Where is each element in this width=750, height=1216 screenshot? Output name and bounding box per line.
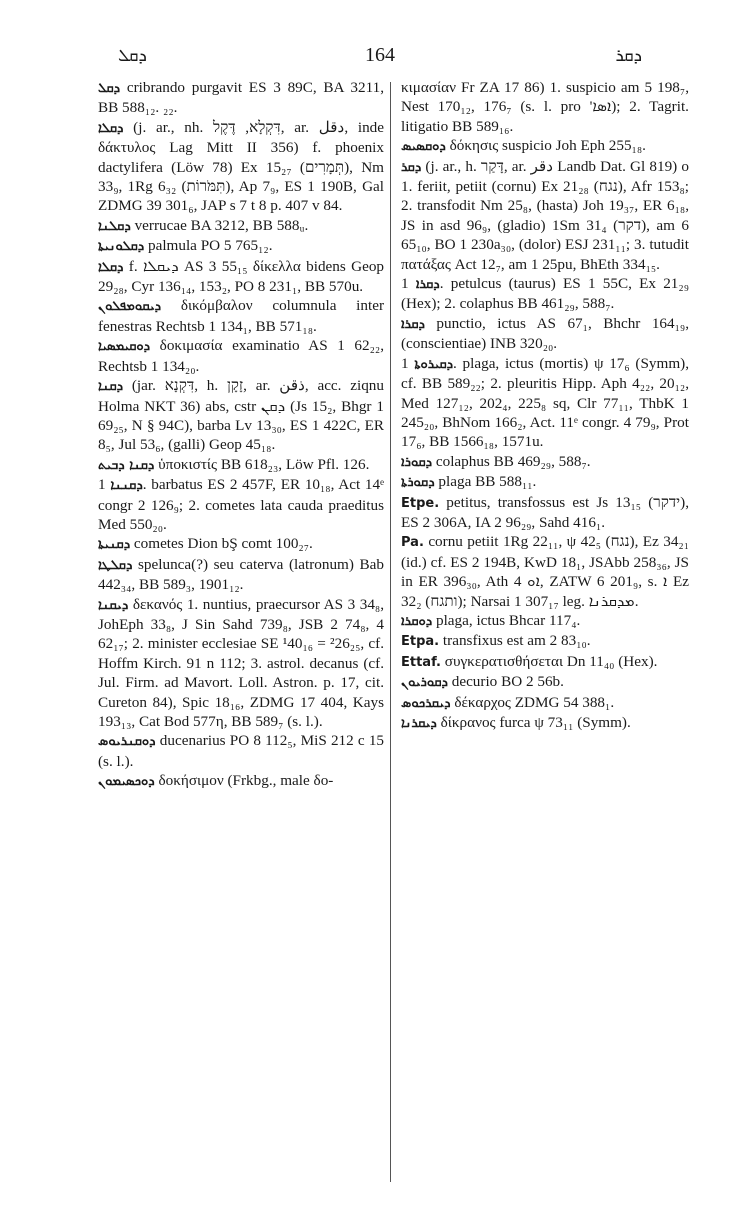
entry-lemma: Etpa. bbox=[401, 634, 440, 650]
header-right-headword: ܕܩܪ bbox=[615, 46, 642, 66]
dictionary-entry bbox=[98, 595, 384, 732]
dictionary-entry bbox=[401, 652, 689, 672]
entry-text: ducenarius PO 8 112₅, MiS 212 c 15 (s. l.). bbox=[98, 732, 385, 770]
dictionary-entry bbox=[401, 532, 689, 611]
dictionary-entry bbox=[98, 336, 384, 376]
dictionary-entry bbox=[98, 78, 384, 118]
entry-lemma: ܕܩܘܪܬܐ bbox=[401, 475, 435, 491]
entry-text: cribrando purgavit ES 3 89C, BA 3211, BB 588₁₂. ₂₂. bbox=[98, 79, 384, 117]
right-column bbox=[401, 78, 689, 733]
entry-lemma: ܕܩܘܪܝܘܢ bbox=[401, 675, 448, 691]
entry-text: plaga, ictus Bhcar 117₄. bbox=[435, 611, 581, 629]
entry-lemma: ܕܩܠܘܢܝܬܐ bbox=[98, 239, 145, 255]
dictionary-entry bbox=[401, 354, 689, 452]
entry-text: δέκαρχος ZDMG 54 388₁. bbox=[454, 693, 615, 711]
dictionary-entry bbox=[98, 376, 384, 455]
entry-lemma: ܕܩܠܐ bbox=[98, 259, 124, 275]
entry-text: decurio BO 2 56b. bbox=[451, 673, 564, 691]
entry-lemma: ܕܩܢܢܐ bbox=[110, 478, 143, 494]
entry-text: δίκρανος furca ψ 73₁₁ (Symm). bbox=[440, 714, 631, 731]
dictionary-entry bbox=[401, 78, 689, 136]
entry-text: 1. plaga, ictus (mortis) ψ 17₆ (Symm), cf. BB 589₂₂; 2. pleuritis Hipp. Aph 4₂₂, 20₁₂, Med 127₁₂, 202₄, 225₈ sq, Clr 77₁₁, ThbK 1 245₂₀, BhNom 166₂, Act. 11ᵉ congr. 4 79₉, Prot 17₆, BB 1566₁₈, 1571u. bbox=[401, 354, 689, 451]
left-column bbox=[98, 78, 384, 792]
dictionary-entry bbox=[401, 452, 689, 472]
entry-lemma: Etpe. bbox=[401, 495, 440, 511]
entry-lemma: ܕܩܪ bbox=[401, 159, 422, 175]
dictionary-entry bbox=[98, 534, 384, 554]
entry-text: f. ܕܝܩܠܐ AS 3 55₁₅ δίκελλα bidens Geop 29₂₈, Cyr 136₁₄, 153₂, PO 8 231₁, BB 570u. bbox=[98, 257, 385, 296]
entry-lemma: ܕܩܪܐ bbox=[401, 316, 425, 332]
dictionary-entry bbox=[98, 555, 384, 595]
entry-lemma: ܕܩܠܛܐ bbox=[98, 557, 133, 573]
entry-lemma: ܕܩܠܐ bbox=[98, 120, 124, 136]
entry-text: cometes Dion bŞ comt 100₂₇. bbox=[133, 535, 313, 553]
dictionary-entry bbox=[98, 455, 384, 475]
entry-lemma: ܕܘܩܪܐ bbox=[401, 613, 433, 629]
entry-lemma: ܕܩܠ bbox=[98, 81, 121, 96]
entry-text: palmula PO 5 765₁₂. bbox=[148, 237, 273, 255]
entry-text: colaphus BB 469₂₉, 588₇. bbox=[435, 452, 591, 470]
dictionary-entry bbox=[401, 672, 689, 692]
dictionary-entry bbox=[98, 731, 384, 771]
entry-lemma: Ettaf. bbox=[401, 654, 441, 670]
entry-lemma: ܕܩܢܐ bbox=[98, 379, 124, 395]
entry-text: punctio, ictus AS 67₁, Bhchr 164₁₉, (conscientiae) INB 320₂₀. bbox=[401, 314, 689, 353]
dictionary-entry bbox=[98, 257, 384, 297]
dictionary-entry bbox=[98, 475, 384, 534]
entry-text: συγκερατισθήσεται Dn 11₄₀ (Hex). bbox=[444, 652, 658, 670]
entry-lemma: ܕܩܝܪܘܬܐ bbox=[414, 356, 454, 372]
entry-lemma: Pa. bbox=[401, 535, 424, 551]
entry-lemma: ܕܩܢܝܬܐ bbox=[98, 537, 131, 553]
entry-lemma: ܕܩܪܐ bbox=[415, 277, 440, 293]
entry-text: ὑποκιστίς BB 618₂₃, Löw Pfl. 126. bbox=[158, 455, 370, 473]
dictionary-entry bbox=[401, 713, 689, 733]
entry-lemma: ܕܘܩܝܡܣܝܐ bbox=[98, 339, 151, 355]
dictionary-entry bbox=[98, 771, 384, 791]
dictionary-entry bbox=[401, 136, 689, 156]
entry-text: 1. petulcus (taurus) ES 1 55C, Ex 21₂₉ (Hex); 2. colaphus BB 461₂₉, 588₇. bbox=[401, 275, 689, 313]
entry-text: δικόμβαλον columnula inter fenestras Rechtsb 1 134₁, BB 571₁₈. bbox=[98, 297, 385, 335]
dictionary-entry bbox=[401, 631, 689, 651]
entry-lemma: ܕܝܩܢܐ bbox=[98, 597, 129, 613]
page-header bbox=[74, 40, 686, 74]
dictionary-entry bbox=[401, 493, 689, 533]
entry-lemma: ܕܘܩܣܝܣ bbox=[401, 139, 446, 155]
entry-lemma: ܕܘܩܢܪܝܘܣ bbox=[98, 734, 156, 750]
page-number: 164 bbox=[365, 44, 395, 66]
entry-text: verrucae BA 3212, BB 588ᵤ. bbox=[134, 216, 309, 234]
dictionary-entry bbox=[98, 236, 384, 256]
header-left-headword: ܕܩܠ bbox=[118, 46, 147, 66]
dictionary-entry bbox=[98, 296, 384, 336]
entry-text: transfixus est am 2 83₁₀. bbox=[442, 632, 591, 650]
entry-text: 1. barbatus ES 2 457F, ER 10₁₈, Act 14ᵉ congr 2 126₉; 2. cometes lata cauda praeditus Med 550₂₀. bbox=[98, 476, 384, 533]
entry-text: cornu petiit 1Rg 22₁₁, ψ 42₅ (נגח), Ez 34₂₁ (id.) cf. ES 2 194B, KwD 18₁, JSAbb 258₃₆, JS in ER 396₃₀, Ath ܐܘ 4, ZATW 6 201₉, s. ܐ Ez 32₂ (ותגח); Narsai 1 307₁₇ leg. ܡܕܩܪܢܐ. bbox=[401, 533, 690, 610]
entry-lemma: ܕܘܟܣܝܡܘܢ bbox=[98, 774, 155, 790]
dictionary-entry bbox=[401, 157, 689, 274]
dictionary-entry bbox=[401, 314, 689, 354]
entry-text: petitus, transfossus est Js 13₁₅ (ידקר), ES 2 306A, IA 2 96₂₉, Sahd 416₁. bbox=[401, 493, 690, 531]
entry-text: κιμασίαν Fr ZA 17 86) 1. suspicio am 5 198₇, Nest 170₁₂, 176₇ (s. l. pro 'ܐܣܐ); 2. Tagrit. litigatio BB 589₁₆. bbox=[401, 79, 689, 135]
dictionary-entry bbox=[401, 693, 689, 713]
entry-text: spelunca(?) seu caterva (latronum) Bab 442₃₄, BB 589₃, 1901₁₂. bbox=[98, 555, 385, 594]
entry-text: δοκιμασία examinatio AS 1 62₂₂, Rechtsb 1 134₂₀. bbox=[98, 337, 384, 375]
dictionary-entry bbox=[401, 611, 689, 631]
entry-text: (j. ar., h. דָּקַר, ar. دقر Landb Dat. Gl 819) o 1. feriit, petiit (cornu) Ex 21₂₈ (נגח), Afr 153₈; 2. transfodit Nm 25₈, (hasta) Joh 19₃₇, ER 6₁₈, JS in asd 96₉, (gladio) 1Sm 31₄ (דקר), am 6 65₁₀, BO 1 230a₃₀, (dolor) ESJ 231₁₁; 3. tutudit πατάξας Act 12₇, am 1 25pu, BhEth 334₁₅. bbox=[401, 157, 689, 273]
entry-text: (j. ar., nh. דִּקְלָא, דֶּקֶל, ar. دقل, inde δάκτυλος Lag Mitt II 356) f. phoenix dactylifera (Löw 78) Ex 15₂₇ (תְּמָרִים), Nm 33₉, 1Rg 6₃₂ (תִּמֹּרוֹת), Ap 7₉, ES 1 190B, Gal ZDMG 39 301₆, JAP s 7 t 8 p. 407 v 84. bbox=[98, 118, 385, 215]
dictionary-entry bbox=[401, 274, 689, 314]
entry-text: δοκήσιμον (Frkbg., male δο- bbox=[158, 772, 334, 790]
entry-text: δεκανός 1. nuntius, praecursor AS 3 34₈, JohEph 33₈, J Sin Sahd 739₈, JSB 2 74₈, 4 62₁₇; 2. minister ecclesiae SE ¹40₁₆ = ²26₂₅, cf. Hoffm Kirch. 91 n 112; 3. astrol. decanus (cf. Jul. Firm. ad Mavort. Loll. Astron. p. 17, cit. Cureton 84), Spic 18₁₆, ZDMG 17 404, Kays 193₁₃, Cat Bod 577η, BB 589₇ (s. l.). bbox=[98, 595, 385, 730]
dictionary-entry bbox=[98, 118, 384, 216]
entry-lemma: ܕܩܢܐ ܕܒܝܬ bbox=[98, 457, 155, 473]
column-divider bbox=[390, 82, 391, 1182]
entry-lemma: ܕܝܩܘܡܦܠܘܢ bbox=[98, 299, 162, 315]
dictionary-entry bbox=[401, 472, 689, 492]
entry-text: plaga BB 588₁₁. bbox=[438, 473, 537, 491]
entry-lemma: ܕܩܘܪܐ bbox=[401, 454, 433, 470]
entry-lemma: ܕܝܩܪܢܐ bbox=[401, 716, 437, 731]
entry-lemma: ܕܩܠܢܐ bbox=[98, 218, 131, 234]
entry-lemma: ܕܝܩܪܟܘܣ bbox=[401, 695, 451, 711]
entry-text: δόκησις suspicio Joh Eph 255₁₈. bbox=[449, 137, 646, 155]
entry-text: (jar. דִּקְנָא, h. זָקָן, ar. ذقن, acc. ziqnu Holma NKT 36) abs, cstr ܕܩܢ (Js 15₂, Bhgr 1 69₂₅, N § 94C), barba Lv 13₃₀, ES 1 422C, ER 8₅, Jul 53₆, (galli) Geop 45₁₈. bbox=[98, 377, 384, 454]
dictionary-entry bbox=[98, 216, 384, 236]
